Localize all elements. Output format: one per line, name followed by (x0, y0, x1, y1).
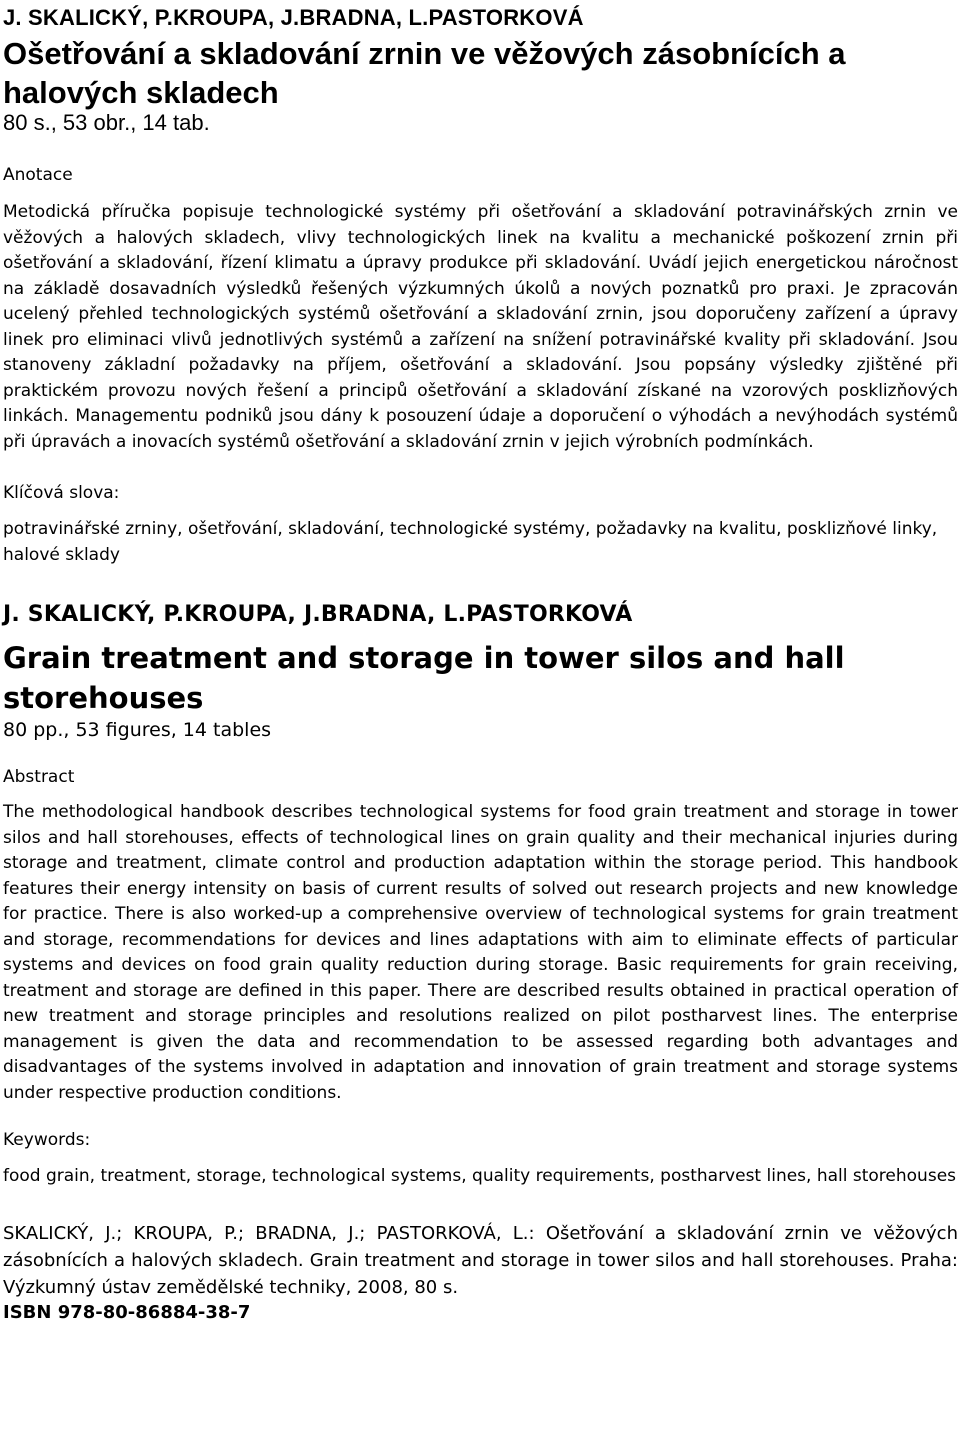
title-cz: Ošetřování a skladování zrnin ve věžových zásobnících a halových skladech (3, 36, 846, 110)
abstract-label-en: Abstract (3, 767, 75, 787)
isbn: ISBN 978-80-86884-38-7 (3, 1301, 251, 1323)
authors-cz: J. SKALICKÝ, P.KROUPA, J.BRADNA, L.PASTORKOVÁ (3, 5, 584, 30)
keywords-label-cz: Klíčová slova: (3, 483, 120, 503)
citation-text: SKALICKÝ, J.; KROUPA, P.; BRADNA, J.; PASTORKOVÁ, L.: Ošetřování a skladování zrnin ve věžových zásobnících a halových skladech. Grain treatment and storage in tower silos and hall storehouses. Praha: Výzkumný ústav zemědělské techniky, 2008, 80 s. (3, 1222, 958, 1298)
keywords-label-en: Keywords: (3, 1130, 91, 1150)
abstract-text-cz: Metodická příručka popisuje technologické systémy při ošetřování a skladování potravinářských zrnin ve věžových a halových skladech, vlivy technologických linek na kvalitu a mechanické poškození zrnin při ošetřování a skladování, řízení klimatu a úpravy produkce při skladování. Uvádí jejich energetickou náročnost na základě dosavadních výsledků řešených výzkumných úkolů a nových poznatků pro praxi. Je zpracován ucelený přehled technologických systémů ošetřování a skladování zrnin, jsou doporučeny zařízení a úpravy linek pro eliminaci vlivů jednotlivých systémů a zařízení na snížení potravinářské kvality při skladování. Jsou stanoveny základní požadavky na příjem, ošetřování a skladování. Jsou popsány výsledky zjištěné při praktickém provozu nových řešení a principů ošetřování a skladování získané na vzorových posklizňových linkách. Managementu podniků jsou dány k posouzení údaje a doporučení o výhodách a nevýhodách systémů při úpravách a inovacích systémů ošetřování a skladování zrnin v jejich výrobních podmínkách. (3, 202, 958, 452)
abstract-text-en: The methodological handbook describes technological systems for food grain treatment and storage in tower silos and hall storehouses, effects of technological lines on grain quality and their mechanical injuries during storage and treatment, climate control and production adaptation within the storage period. This handbook features their energy intensity on basis of current results of solved out research projects and new knowledge for practice. There is also worked-up a comprehensive overview of technological systems for grain treatment and storage, recommendations for devices and lines adaptations with aim to eliminate effects of particular systems and devices on food grain quality reduction during storage. Basic requirements for grain receiving, treatment and storage are defined in this paper. There are described results obtained in practical operation of new treatment and storage principles and resolutions realized on pilot postharvest lines. The enterprise management is given the data and recommendation to be assessed regarding both advantages and disadvantages of the systems involved in adaptation and innovation of grain treatment and storage systems under respective production conditions. (3, 802, 958, 1103)
keywords-text-cz: potravinářské zrniny, ošetřování, skladování, technologické systémy, požadavky na kvalitu, posklizňové linky, halové sklady (3, 519, 938, 565)
document-page (3, 0, 958, 1325)
keywords-text-en: food grain, treatment, storage, technological systems, quality requirements, postharvest lines, hall storehouses (3, 1166, 957, 1186)
extent-en: 80 pp., 53 figures, 14 tables (3, 719, 272, 741)
abstract-label-cz: Anotace (3, 165, 73, 185)
extent-cz: 80 s., 53 obr., 14 tab. (3, 110, 210, 135)
authors-en: J. SKALICKÝ, P.KROUPA, J.BRADNA, L.PASTORKOVÁ (3, 602, 633, 627)
title-en: Grain treatment and storage in tower silos and hall storehouses (3, 641, 845, 715)
